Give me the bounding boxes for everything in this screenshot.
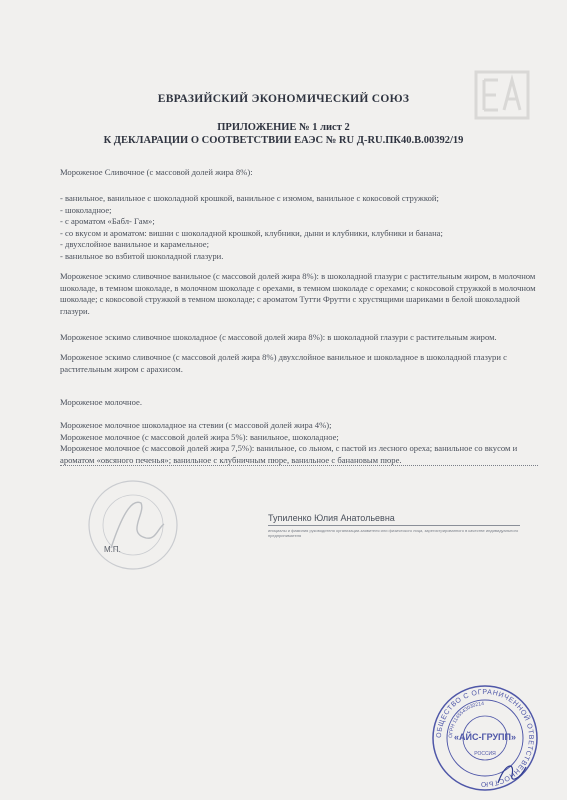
list-item: - шоколадное; [60,204,112,215]
signature-caption: инициалы и фамилия руководителя организации-заявителя или физического лица, зарегистрированного в качестве индивидуального предпринимателя [268,528,519,538]
appendix-title: ПРИЛОЖЕНИЕ № 1 лист 2 [217,122,350,133]
list-item: Мороженое молочное (с массовой долей жира 7,5%): ванильное, со льном, с пастой из лесного ореха; ванильное со вкусом и ароматом «овсяного печенья»; ванильное с клубничным пюре, ванильное с банановым пюре. [60,443,518,465]
section-milk-title: Мороженое молочное. [60,397,142,407]
list-item: - с ароматом «Бабл- Гам»; [60,216,155,227]
stamp-ogrn-text: ОГРН 1145543030214 [447,700,485,739]
dotted-divider [60,465,538,466]
eskimo-two-layer-paragraph: Мороженое эскимо сливочное (с массовой долей жира 8%) двухслойное ванильное и шоколадное в шоколадной глазури с растительным жиром с арахисом. [60,352,507,374]
seal-placeholder-label: М.П. [104,545,121,554]
company-stamp [430,683,540,793]
stamp-center-text: «АЙС-ГРУПП» [454,732,516,742]
signatory-name: Тупиленко Юлия Анатольевна [268,513,395,523]
list-item: - двухслойное ванильное и карамельное; [60,239,209,250]
list-item: - ванильное во взбитой шоколадной глазури. [60,250,224,261]
list-item: Мороженое молочное (с массовой долей жира 5%): ванильное, шоколадное; [60,431,339,442]
stamp-country-text: РОССИЯ [474,751,496,757]
list-item: - со вкусом и ароматом: вишни с шоколадной крошкой, клубники, дыни и клубники, клубники и банана; [60,227,443,238]
list-item: Мороженое молочное шоколадное на стевии (с массовой долей жира 4%); [60,420,332,430]
eskimo-chocolate-paragraph: Мороженое эскимо сливочное шоколадное (с массовой долей жира 8%): в шоколадной глазури с растительным жиром. [60,332,497,342]
faded-stamp [86,478,180,572]
union-title: ЕВРАЗИЙСКИЙ ЭКОНОМИЧЕСКИЙ СОЮЗ [157,93,410,105]
signature-line [268,525,520,526]
section-creamy-list [60,193,540,263]
stamp-ring-text: ОБЩЕСТВО С ОГРАНИЧЕННОЙ ОТВЕТСТВЕННОСТЬЮ [435,688,535,788]
list-item: - ванильное, ванильное с шоколадной крошкой, ванильное с изюмом, ванильное с кокосовой стружкой; [60,193,439,203]
section-milk-list [60,420,540,466]
section-creamy-title: Мороженое Сливочное (с массовой долей жира 8%): [60,167,253,177]
declaration-number: К ДЕКЛАРАЦИИ О СООТВЕТСТВИИ ЕАЭС № RU Д-RU.ПК40.В.00392/19 [103,135,464,146]
eskimo-vanilla-paragraph: Мороженое эскимо сливочное ванильное (с массовой долей жира 8%): в шоколадной глазури с растительным жиром, в молочном шоколаде, в темном шоколаде, в молочном шоколаде с орехами, в темном шоколаде с орехами; с кокосовой стружкой в молочном шоколаде; с кокосовой стружкой в темном шоколаде; с ароматом Тутти Фрутти с хрустящими шариками в белой шоколадной глазури. [60,271,536,316]
